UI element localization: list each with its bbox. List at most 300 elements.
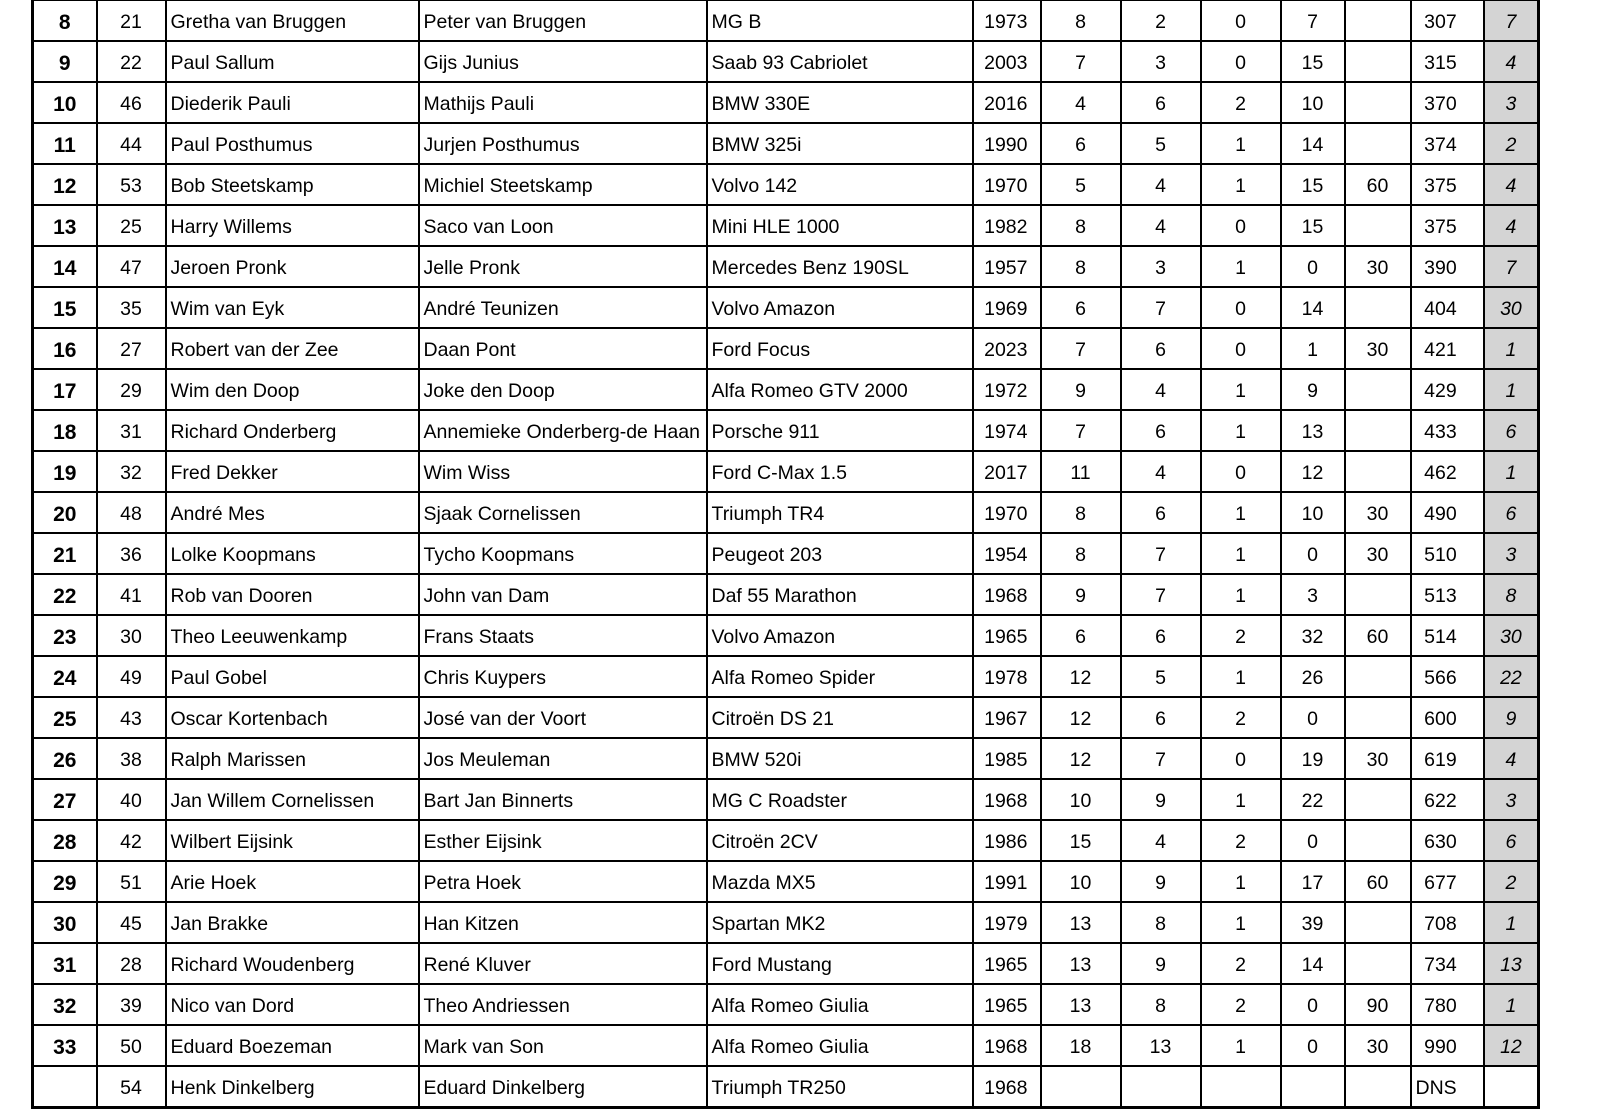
penalty-cell (1345, 123, 1411, 164)
rank-cell: 27 (33, 779, 97, 820)
table-row (33, 943, 1539, 984)
score-1-cell: 8 (1041, 205, 1121, 246)
total-cell: DNS (1411, 1066, 1484, 1108)
car-cell: MG C Roadster (707, 779, 973, 820)
total-cell: 462 (1411, 451, 1484, 492)
co-driver-cell: André Teunizen (419, 287, 707, 328)
last-column-cell: 9 (1484, 697, 1539, 738)
year-cell: 2017 (973, 451, 1041, 492)
start-number-cell: 48 (97, 492, 166, 533)
last-column-cell: 7 (1484, 246, 1539, 287)
start-number-cell: 50 (97, 1025, 166, 1066)
driver-cell: Richard Woudenberg (166, 943, 419, 984)
score-2-cell: 4 (1121, 164, 1201, 205)
score-3-cell: 0 (1201, 328, 1281, 369)
car-cell: Daf 55 Marathon (707, 574, 973, 615)
score-2-cell: 5 (1121, 656, 1201, 697)
year-cell: 1972 (973, 369, 1041, 410)
score-1-cell: 13 (1041, 943, 1121, 984)
last-column-cell: 6 (1484, 492, 1539, 533)
penalty-cell: 90 (1345, 984, 1411, 1025)
start-number-cell: 30 (97, 615, 166, 656)
score-4-cell: 15 (1281, 205, 1345, 246)
start-number-cell: 42 (97, 820, 166, 861)
driver-cell: Oscar Kortenbach (166, 697, 419, 738)
start-number-cell: 31 (97, 410, 166, 451)
score-4-cell: 15 (1281, 164, 1345, 205)
total-cell: 734 (1411, 943, 1484, 984)
total-cell: 315 (1411, 41, 1484, 82)
rank-cell: 25 (33, 697, 97, 738)
score-2-cell: 7 (1121, 738, 1201, 779)
co-driver-cell: Joke den Doop (419, 369, 707, 410)
penalty-cell: 60 (1345, 861, 1411, 902)
last-column-cell: 1 (1484, 328, 1539, 369)
penalty-cell: 30 (1345, 492, 1411, 533)
score-1-cell: 8 (1041, 246, 1121, 287)
table-row (33, 820, 1539, 861)
total-cell: 429 (1411, 369, 1484, 410)
last-column-cell: 4 (1484, 738, 1539, 779)
total-cell: 630 (1411, 820, 1484, 861)
last-column-cell: 2 (1484, 861, 1539, 902)
score-3-cell: 1 (1201, 164, 1281, 205)
score-2-cell: 6 (1121, 615, 1201, 656)
car-cell: Triumph TR4 (707, 492, 973, 533)
total-cell: 708 (1411, 902, 1484, 943)
co-driver-cell: Frans Staats (419, 615, 707, 656)
score-4-cell: 0 (1281, 984, 1345, 1025)
penalty-cell (1345, 82, 1411, 123)
total-cell: 370 (1411, 82, 1484, 123)
total-cell: 566 (1411, 656, 1484, 697)
score-3-cell: 2 (1201, 943, 1281, 984)
penalty-cell (1345, 574, 1411, 615)
score-3-cell: 0 (1201, 205, 1281, 246)
year-cell: 1968 (973, 1025, 1041, 1066)
score-3-cell: 1 (1201, 861, 1281, 902)
last-column-cell: 1 (1484, 369, 1539, 410)
start-number-cell: 21 (97, 0, 166, 41)
start-number-cell: 49 (97, 656, 166, 697)
score-1-cell: 12 (1041, 697, 1121, 738)
score-1-cell: 10 (1041, 861, 1121, 902)
year-cell: 1979 (973, 902, 1041, 943)
start-number-cell: 40 (97, 779, 166, 820)
table-row (33, 451, 1539, 492)
start-number-cell: 29 (97, 369, 166, 410)
car-cell: Alfa Romeo Spider (707, 656, 973, 697)
penalty-cell (1345, 205, 1411, 246)
car-cell: Volvo 142 (707, 164, 973, 205)
car-cell: Volvo Amazon (707, 287, 973, 328)
penalty-cell (1345, 41, 1411, 82)
score-3-cell: 1 (1201, 410, 1281, 451)
year-cell: 1968 (973, 574, 1041, 615)
score-4-cell: 10 (1281, 492, 1345, 533)
start-number-cell: 54 (97, 1066, 166, 1108)
year-cell: 1967 (973, 697, 1041, 738)
rank-cell: 8 (33, 0, 97, 41)
last-column-cell: 6 (1484, 820, 1539, 861)
driver-cell: Harry Willems (166, 205, 419, 246)
start-number-cell: 45 (97, 902, 166, 943)
score-4-cell: 0 (1281, 246, 1345, 287)
table-row (33, 902, 1539, 943)
score-1-cell: 11 (1041, 451, 1121, 492)
score-3-cell: 0 (1201, 287, 1281, 328)
score-4-cell: 0 (1281, 820, 1345, 861)
penalty-cell (1345, 451, 1411, 492)
year-cell: 1968 (973, 779, 1041, 820)
rank-cell: 31 (33, 943, 97, 984)
rank-cell: 21 (33, 533, 97, 574)
score-1-cell: 7 (1041, 410, 1121, 451)
penalty-cell: 30 (1345, 246, 1411, 287)
start-number-cell: 51 (97, 861, 166, 902)
car-cell: Mazda MX5 (707, 861, 973, 902)
table-row (33, 861, 1539, 902)
year-cell: 1965 (973, 615, 1041, 656)
penalty-cell (1345, 369, 1411, 410)
last-column-cell: 1 (1484, 451, 1539, 492)
score-2-cell: 2 (1121, 0, 1201, 41)
score-2-cell: 6 (1121, 492, 1201, 533)
results-body (33, 0, 1539, 1108)
table-row (33, 410, 1539, 451)
last-column-cell: 4 (1484, 41, 1539, 82)
score-1-cell: 7 (1041, 41, 1121, 82)
penalty-cell (1345, 1066, 1411, 1108)
last-column-cell (1484, 1066, 1539, 1108)
car-cell: Citroën DS 21 (707, 697, 973, 738)
last-column-cell: 6 (1484, 410, 1539, 451)
score-1-cell: 13 (1041, 902, 1121, 943)
year-cell: 2016 (973, 82, 1041, 123)
car-cell: BMW 325i (707, 123, 973, 164)
score-4-cell: 15 (1281, 41, 1345, 82)
driver-cell: Henk Dinkelberg (166, 1066, 419, 1108)
co-driver-cell: Gijs Junius (419, 41, 707, 82)
score-3-cell: 1 (1201, 492, 1281, 533)
rank-cell: 24 (33, 656, 97, 697)
total-cell: 490 (1411, 492, 1484, 533)
rank-cell: 33 (33, 1025, 97, 1066)
score-1-cell (1041, 1066, 1121, 1108)
score-4-cell: 10 (1281, 82, 1345, 123)
total-cell: 622 (1411, 779, 1484, 820)
driver-cell: Ralph Marissen (166, 738, 419, 779)
score-2-cell: 6 (1121, 697, 1201, 738)
table-row (33, 492, 1539, 533)
car-cell: Alfa Romeo Giulia (707, 1025, 973, 1066)
penalty-cell (1345, 779, 1411, 820)
score-1-cell: 8 (1041, 0, 1121, 41)
penalty-cell (1345, 410, 1411, 451)
total-cell: 510 (1411, 533, 1484, 574)
table-row (33, 1066, 1539, 1108)
score-4-cell: 14 (1281, 123, 1345, 164)
score-3-cell: 1 (1201, 369, 1281, 410)
last-column-cell: 22 (1484, 656, 1539, 697)
results-table (31, 0, 1540, 1109)
start-number-cell: 47 (97, 246, 166, 287)
start-number-cell: 25 (97, 205, 166, 246)
score-4-cell: 0 (1281, 533, 1345, 574)
total-cell: 513 (1411, 574, 1484, 615)
score-2-cell: 13 (1121, 1025, 1201, 1066)
score-3-cell: 1 (1201, 533, 1281, 574)
start-number-cell: 36 (97, 533, 166, 574)
driver-cell: Richard Onderberg (166, 410, 419, 451)
rank-cell: 26 (33, 738, 97, 779)
car-cell: Spartan MK2 (707, 902, 973, 943)
year-cell: 1985 (973, 738, 1041, 779)
driver-cell: André Mes (166, 492, 419, 533)
rank-cell: 13 (33, 205, 97, 246)
co-driver-cell: Michiel Steetskamp (419, 164, 707, 205)
year-cell: 1965 (973, 943, 1041, 984)
score-2-cell: 9 (1121, 861, 1201, 902)
year-cell: 1973 (973, 0, 1041, 41)
car-cell: BMW 330E (707, 82, 973, 123)
car-cell: Citroën 2CV (707, 820, 973, 861)
car-cell: Saab 93 Cabriolet (707, 41, 973, 82)
last-column-cell: 30 (1484, 615, 1539, 656)
score-3-cell: 1 (1201, 123, 1281, 164)
total-cell: 433 (1411, 410, 1484, 451)
score-3-cell: 0 (1201, 0, 1281, 41)
car-cell: Porsche 911 (707, 410, 973, 451)
car-cell: Peugeot 203 (707, 533, 973, 574)
score-1-cell: 6 (1041, 123, 1121, 164)
table-row (33, 1025, 1539, 1066)
penalty-cell: 30 (1345, 533, 1411, 574)
car-cell: Ford Focus (707, 328, 973, 369)
rank-cell: 19 (33, 451, 97, 492)
co-driver-cell: Jos Meuleman (419, 738, 707, 779)
score-2-cell: 8 (1121, 984, 1201, 1025)
co-driver-cell: Chris Kuypers (419, 656, 707, 697)
co-driver-cell: Wim Wiss (419, 451, 707, 492)
driver-cell: Paul Gobel (166, 656, 419, 697)
score-1-cell: 9 (1041, 574, 1121, 615)
driver-cell: Arie Hoek (166, 861, 419, 902)
table-row (33, 0, 1539, 41)
co-driver-cell: John van Dam (419, 574, 707, 615)
score-3-cell: 2 (1201, 615, 1281, 656)
co-driver-cell: Jelle Pronk (419, 246, 707, 287)
total-cell: 514 (1411, 615, 1484, 656)
rank-cell: 16 (33, 328, 97, 369)
co-driver-cell: José van der Voort (419, 697, 707, 738)
rank-cell: 14 (33, 246, 97, 287)
rank-cell: 17 (33, 369, 97, 410)
rank-cell: 18 (33, 410, 97, 451)
score-1-cell: 12 (1041, 738, 1121, 779)
table-row (33, 164, 1539, 205)
score-1-cell: 6 (1041, 615, 1121, 656)
table-row (33, 82, 1539, 123)
penalty-cell (1345, 656, 1411, 697)
score-4-cell (1281, 1066, 1345, 1108)
year-cell: 1965 (973, 984, 1041, 1025)
table-row (33, 615, 1539, 656)
score-1-cell: 18 (1041, 1025, 1121, 1066)
score-2-cell: 9 (1121, 779, 1201, 820)
co-driver-cell: René Kluver (419, 943, 707, 984)
co-driver-cell: Bart Jan Binnerts (419, 779, 707, 820)
last-column-cell: 4 (1484, 164, 1539, 205)
table-row (33, 697, 1539, 738)
year-cell: 1990 (973, 123, 1041, 164)
total-cell: 677 (1411, 861, 1484, 902)
rank-cell: 20 (33, 492, 97, 533)
driver-cell: Bob Steetskamp (166, 164, 419, 205)
car-cell: Mini HLE 1000 (707, 205, 973, 246)
table-row (33, 574, 1539, 615)
score-3-cell: 2 (1201, 82, 1281, 123)
start-number-cell: 28 (97, 943, 166, 984)
table-row (33, 984, 1539, 1025)
table-row (33, 246, 1539, 287)
score-2-cell: 4 (1121, 451, 1201, 492)
table-row (33, 533, 1539, 574)
rank-cell: 10 (33, 82, 97, 123)
rank-cell: 22 (33, 574, 97, 615)
score-2-cell: 8 (1121, 902, 1201, 943)
start-number-cell: 27 (97, 328, 166, 369)
last-column-cell: 4 (1484, 205, 1539, 246)
score-4-cell: 39 (1281, 902, 1345, 943)
car-cell: Mercedes Benz 190SL (707, 246, 973, 287)
score-2-cell: 7 (1121, 533, 1201, 574)
start-number-cell: 35 (97, 287, 166, 328)
score-3-cell: 1 (1201, 246, 1281, 287)
score-2-cell: 6 (1121, 328, 1201, 369)
table-row (33, 41, 1539, 82)
driver-cell: Wilbert Eijsink (166, 820, 419, 861)
co-driver-cell: Mark van Son (419, 1025, 707, 1066)
score-1-cell: 6 (1041, 287, 1121, 328)
car-cell: BMW 520i (707, 738, 973, 779)
score-4-cell: 32 (1281, 615, 1345, 656)
score-1-cell: 8 (1041, 492, 1121, 533)
table-row (33, 369, 1539, 410)
driver-cell: Nico van Dord (166, 984, 419, 1025)
co-driver-cell: Han Kitzen (419, 902, 707, 943)
last-column-cell: 30 (1484, 287, 1539, 328)
last-column-cell: 1 (1484, 902, 1539, 943)
rank-cell: 12 (33, 164, 97, 205)
rank-cell: 15 (33, 287, 97, 328)
car-cell: Alfa Romeo GTV 2000 (707, 369, 973, 410)
rank-cell (33, 1066, 97, 1108)
last-column-cell: 13 (1484, 943, 1539, 984)
driver-cell: Robert van der Zee (166, 328, 419, 369)
score-3-cell: 0 (1201, 451, 1281, 492)
score-4-cell: 0 (1281, 697, 1345, 738)
year-cell: 1982 (973, 205, 1041, 246)
year-cell: 1974 (973, 410, 1041, 451)
start-number-cell: 46 (97, 82, 166, 123)
total-cell: 390 (1411, 246, 1484, 287)
last-column-cell: 3 (1484, 533, 1539, 574)
rank-cell: 23 (33, 615, 97, 656)
year-cell: 1978 (973, 656, 1041, 697)
year-cell: 1954 (973, 533, 1041, 574)
score-3-cell: 1 (1201, 656, 1281, 697)
score-4-cell: 22 (1281, 779, 1345, 820)
score-3-cell: 0 (1201, 41, 1281, 82)
year-cell: 1969 (973, 287, 1041, 328)
total-cell: 375 (1411, 205, 1484, 246)
year-cell: 1968 (973, 1066, 1041, 1108)
co-driver-cell: Annemieke Onderberg-de Haan (419, 410, 707, 451)
co-driver-cell: Eduard Dinkelberg (419, 1066, 707, 1108)
co-driver-cell: Jurjen Posthumus (419, 123, 707, 164)
score-3-cell (1201, 1066, 1281, 1108)
table-row (33, 738, 1539, 779)
last-column-cell: 8 (1484, 574, 1539, 615)
penalty-cell (1345, 820, 1411, 861)
last-column-cell: 2 (1484, 123, 1539, 164)
year-cell: 2023 (973, 328, 1041, 369)
total-cell: 374 (1411, 123, 1484, 164)
score-4-cell: 19 (1281, 738, 1345, 779)
car-cell: Ford Mustang (707, 943, 973, 984)
penalty-cell (1345, 902, 1411, 943)
rank-cell: 28 (33, 820, 97, 861)
score-4-cell: 9 (1281, 369, 1345, 410)
score-4-cell: 14 (1281, 943, 1345, 984)
total-cell: 780 (1411, 984, 1484, 1025)
rank-cell: 9 (33, 41, 97, 82)
driver-cell: Theo Leeuwenkamp (166, 615, 419, 656)
driver-cell: Wim den Doop (166, 369, 419, 410)
driver-cell: Wim van Eyk (166, 287, 419, 328)
score-3-cell: 1 (1201, 902, 1281, 943)
co-driver-cell: Theo Andriessen (419, 984, 707, 1025)
score-2-cell (1121, 1066, 1201, 1108)
last-column-cell: 7 (1484, 0, 1539, 41)
year-cell: 1986 (973, 820, 1041, 861)
co-driver-cell: Sjaak Cornelissen (419, 492, 707, 533)
driver-cell: Rob van Dooren (166, 574, 419, 615)
score-3-cell: 2 (1201, 820, 1281, 861)
year-cell: 1970 (973, 164, 1041, 205)
rank-cell: 11 (33, 123, 97, 164)
score-2-cell: 7 (1121, 287, 1201, 328)
score-1-cell: 7 (1041, 328, 1121, 369)
score-2-cell: 4 (1121, 369, 1201, 410)
score-2-cell: 5 (1121, 123, 1201, 164)
score-2-cell: 3 (1121, 41, 1201, 82)
year-cell: 1991 (973, 861, 1041, 902)
last-column-cell: 3 (1484, 779, 1539, 820)
driver-cell: Eduard Boezeman (166, 1025, 419, 1066)
penalty-cell (1345, 287, 1411, 328)
penalty-cell: 60 (1345, 164, 1411, 205)
driver-cell: Jan Brakke (166, 902, 419, 943)
start-number-cell: 38 (97, 738, 166, 779)
score-4-cell: 14 (1281, 287, 1345, 328)
penalty-cell (1345, 0, 1411, 41)
score-4-cell: 13 (1281, 410, 1345, 451)
score-3-cell: 1 (1201, 779, 1281, 820)
score-4-cell: 7 (1281, 0, 1345, 41)
driver-cell: Gretha van Bruggen (166, 0, 419, 41)
